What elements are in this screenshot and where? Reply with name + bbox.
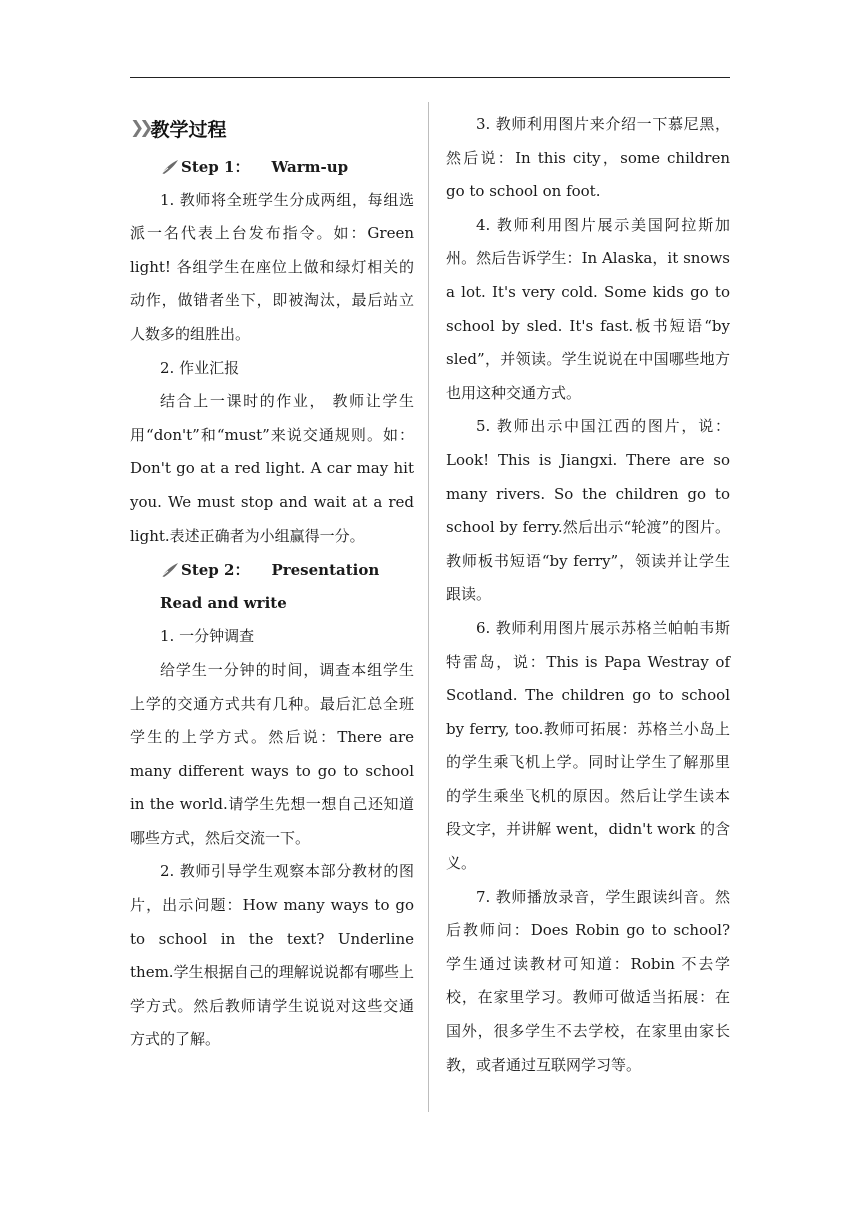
step-1-label: Step 1： <box>181 158 250 177</box>
pen-icon <box>160 159 180 175</box>
paragraph: 2. 教师引导学生观察本部分教材的图片，出示问题：How many ways to go to school in the text? Underline them.学生根据自己的理解说说都有哪些上学方式。然后教师请学生说说对这些交通方式的了解。 <box>130 862 414 1049</box>
paragraph: 5. 教师出示中国江西的图片，说：Look! This is Jiangxi. There are so many rivers. So the children go to school by ferry.然后出示“轮渡”的图片。教师板书短语“by ferry”，领读并让学生跟读。 <box>446 417 730 604</box>
paragraph: 3. 教师利用图片来介绍一下慕尼黑，然后说：In this city，some children go to school on foot. <box>446 115 730 201</box>
right-column <box>446 108 730 1082</box>
step-1-heading <box>130 150 414 184</box>
column-divider <box>428 102 429 1112</box>
section-heading <box>130 108 414 148</box>
section-title: 教学过程 <box>150 118 227 141</box>
step-2-label: Step 2： <box>181 561 250 580</box>
paragraph: 1. 一分钟调查 <box>160 627 255 646</box>
paragraph: 6. 教师利用图片展示苏格兰帕帕韦斯特雷岛，说：This is Papa Westray of Scotland. The children go to school by ferry, too.教师可拓展：苏格兰小岛上的学生乘飞机上学。同时让学生了解那里的学生乘坐飞机的原因。然后让学生读本段文字，并讲解 went，didn't work 的含义。 <box>446 618 730 873</box>
paragraph: 7. 教师播放录音，学生跟读纠音。然后教师问：Does Robin go to school? 学生通过读教材可知道：Robin 不去学校，在家里学习。教师可做适当拓展：在国外，很多学生不去学校，在家里由家长教，或者通过互联网学习等。 <box>446 887 730 1074</box>
pen-icon <box>160 562 180 578</box>
step-1-name: Warm-up <box>271 157 349 176</box>
left-column <box>130 108 414 1057</box>
header-rule <box>130 77 730 78</box>
step-2-name: Presentation <box>271 560 380 579</box>
subheading: Read and write <box>160 593 287 612</box>
step-2-heading <box>130 553 414 587</box>
paragraph: 4. 教师利用图片展示美国阿拉斯加州。然后告诉学生：In Alaska，it snows a lot. It's very cold. Some kids go to school by sled. It's fast.板书短语“by sled”，并领读。学生说说在中国哪些地方也用这种交通方式。 <box>446 215 730 402</box>
paragraph: 1. 教师将全班学生分成两组，每组选派一名代表上台发布指令。如：Green light! 各组学生在座位上做和绿灯相关的动作，做错者坐下，即被淘汰，最后站立人数多的组胜出。 <box>130 190 414 343</box>
paragraph: 给学生一分钟的时间，调查本组学生上学的交通方式共有几种。最后汇总全班学生的上学方式。然后说：There are many different ways to go to school in the world.请学生先想一想自己还知道哪些方式，然后交流一下。 <box>130 660 414 847</box>
paragraph: 结合上一课时的作业， 教师让学生用“don't”和“must”来说交通规则。如：Don't go at a red light. A car may hit you. We must stop and wait at a red light.表述正确者为小组赢得一分。 <box>130 392 414 545</box>
paragraph: 2. 作业汇报 <box>160 358 240 377</box>
double-chevron-icon: ❯❯ <box>130 118 149 138</box>
